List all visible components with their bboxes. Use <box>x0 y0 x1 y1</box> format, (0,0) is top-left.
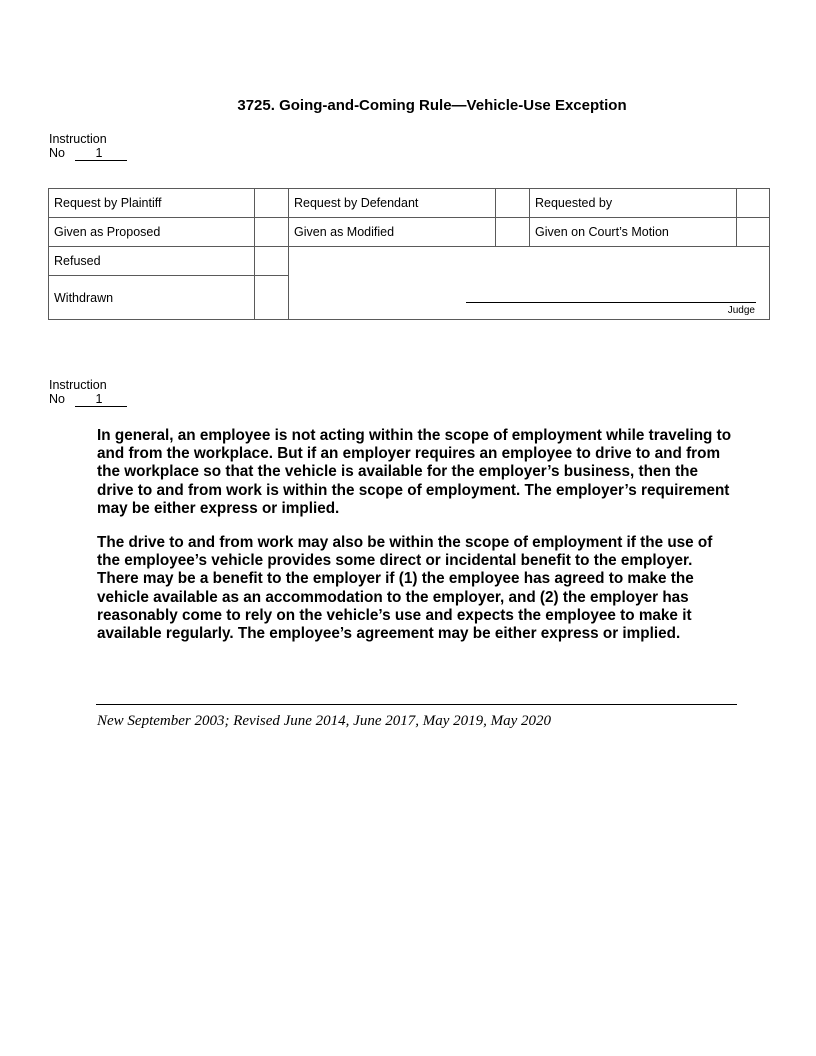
judge-signature-line[interactable] <box>466 302 756 303</box>
instruction-no-value: 1 <box>95 392 103 406</box>
withdrawn-label: Withdrawn <box>49 276 255 320</box>
judge-signature-area <box>289 247 770 320</box>
requested-by-checkbox[interactable] <box>737 189 770 218</box>
instruction-label: Instruction <box>49 378 107 392</box>
instruction-no-label: No <box>49 392 65 406</box>
section-divider <box>96 704 737 705</box>
instruction-no-field[interactable] <box>75 147 127 161</box>
request-by-plaintiff-label: Request by Plaintiff <box>49 189 255 218</box>
given-as-modified-checkbox[interactable] <box>496 218 530 247</box>
instruction-block-bottom <box>49 378 127 407</box>
instruction-number-row <box>49 146 127 161</box>
request-by-plaintiff-checkbox[interactable] <box>255 189 289 218</box>
table-row <box>49 247 770 276</box>
table-row <box>49 218 770 247</box>
request-by-defendant-label: Request by Defendant <box>289 189 496 218</box>
given-on-courts-motion-checkbox[interactable] <box>737 218 770 247</box>
given-as-proposed-label: Given as Proposed <box>49 218 255 247</box>
table-row <box>49 189 770 218</box>
withdrawn-checkbox[interactable] <box>255 276 289 320</box>
instruction-no-label: No <box>49 146 65 160</box>
given-as-modified-label: Given as Modified <box>289 218 496 247</box>
request-table <box>48 188 770 320</box>
given-on-courts-motion-label: Given on Court’s Motion <box>530 218 737 247</box>
given-as-proposed-checkbox[interactable] <box>255 218 289 247</box>
instruction-no-field[interactable] <box>75 393 127 407</box>
refused-label: Refused <box>49 247 255 276</box>
instruction-block-top <box>49 132 127 161</box>
requested-by-label: Requested by <box>530 189 737 218</box>
refused-checkbox[interactable] <box>255 247 289 276</box>
instruction-body <box>97 427 737 659</box>
instruction-number-row <box>49 392 127 407</box>
body-paragraph: In general, an employee is not acting within the scope of employment while traveling to and from the workplace. But if an employer requires an employee to drive to and from the workplace so that the vehicle is available for the employer’s business, then the drive to and from work is within the scope of employment. The employer’s requirement may be either express or implied. <box>97 427 732 517</box>
instruction-no-value: 1 <box>95 146 103 160</box>
judge-label: Judge <box>727 305 755 316</box>
body-paragraph: The drive to and from work may also be within the scope of employment if the use of the employee’s vehicle provides some direct or incidental benefit to the employer. There may be a benefit to the employer if (1) the employee has agreed to make the vehicle available as an accommodation to the employer, and (2) the employer has reasonably come to rely on the vehicle’s use and expects the employee to make it available regularly. The employee’s agreement may be either express or implied. <box>97 534 713 643</box>
page-title: 3725. Going-and-Coming Rule—Vehicle-Use Exception <box>237 97 627 114</box>
request-by-defendant-checkbox[interactable] <box>496 189 530 218</box>
revision-history: New September 2003; Revised June 2014, June 2017, May 2019, May 2020 <box>97 713 552 729</box>
instruction-label: Instruction <box>49 132 107 146</box>
